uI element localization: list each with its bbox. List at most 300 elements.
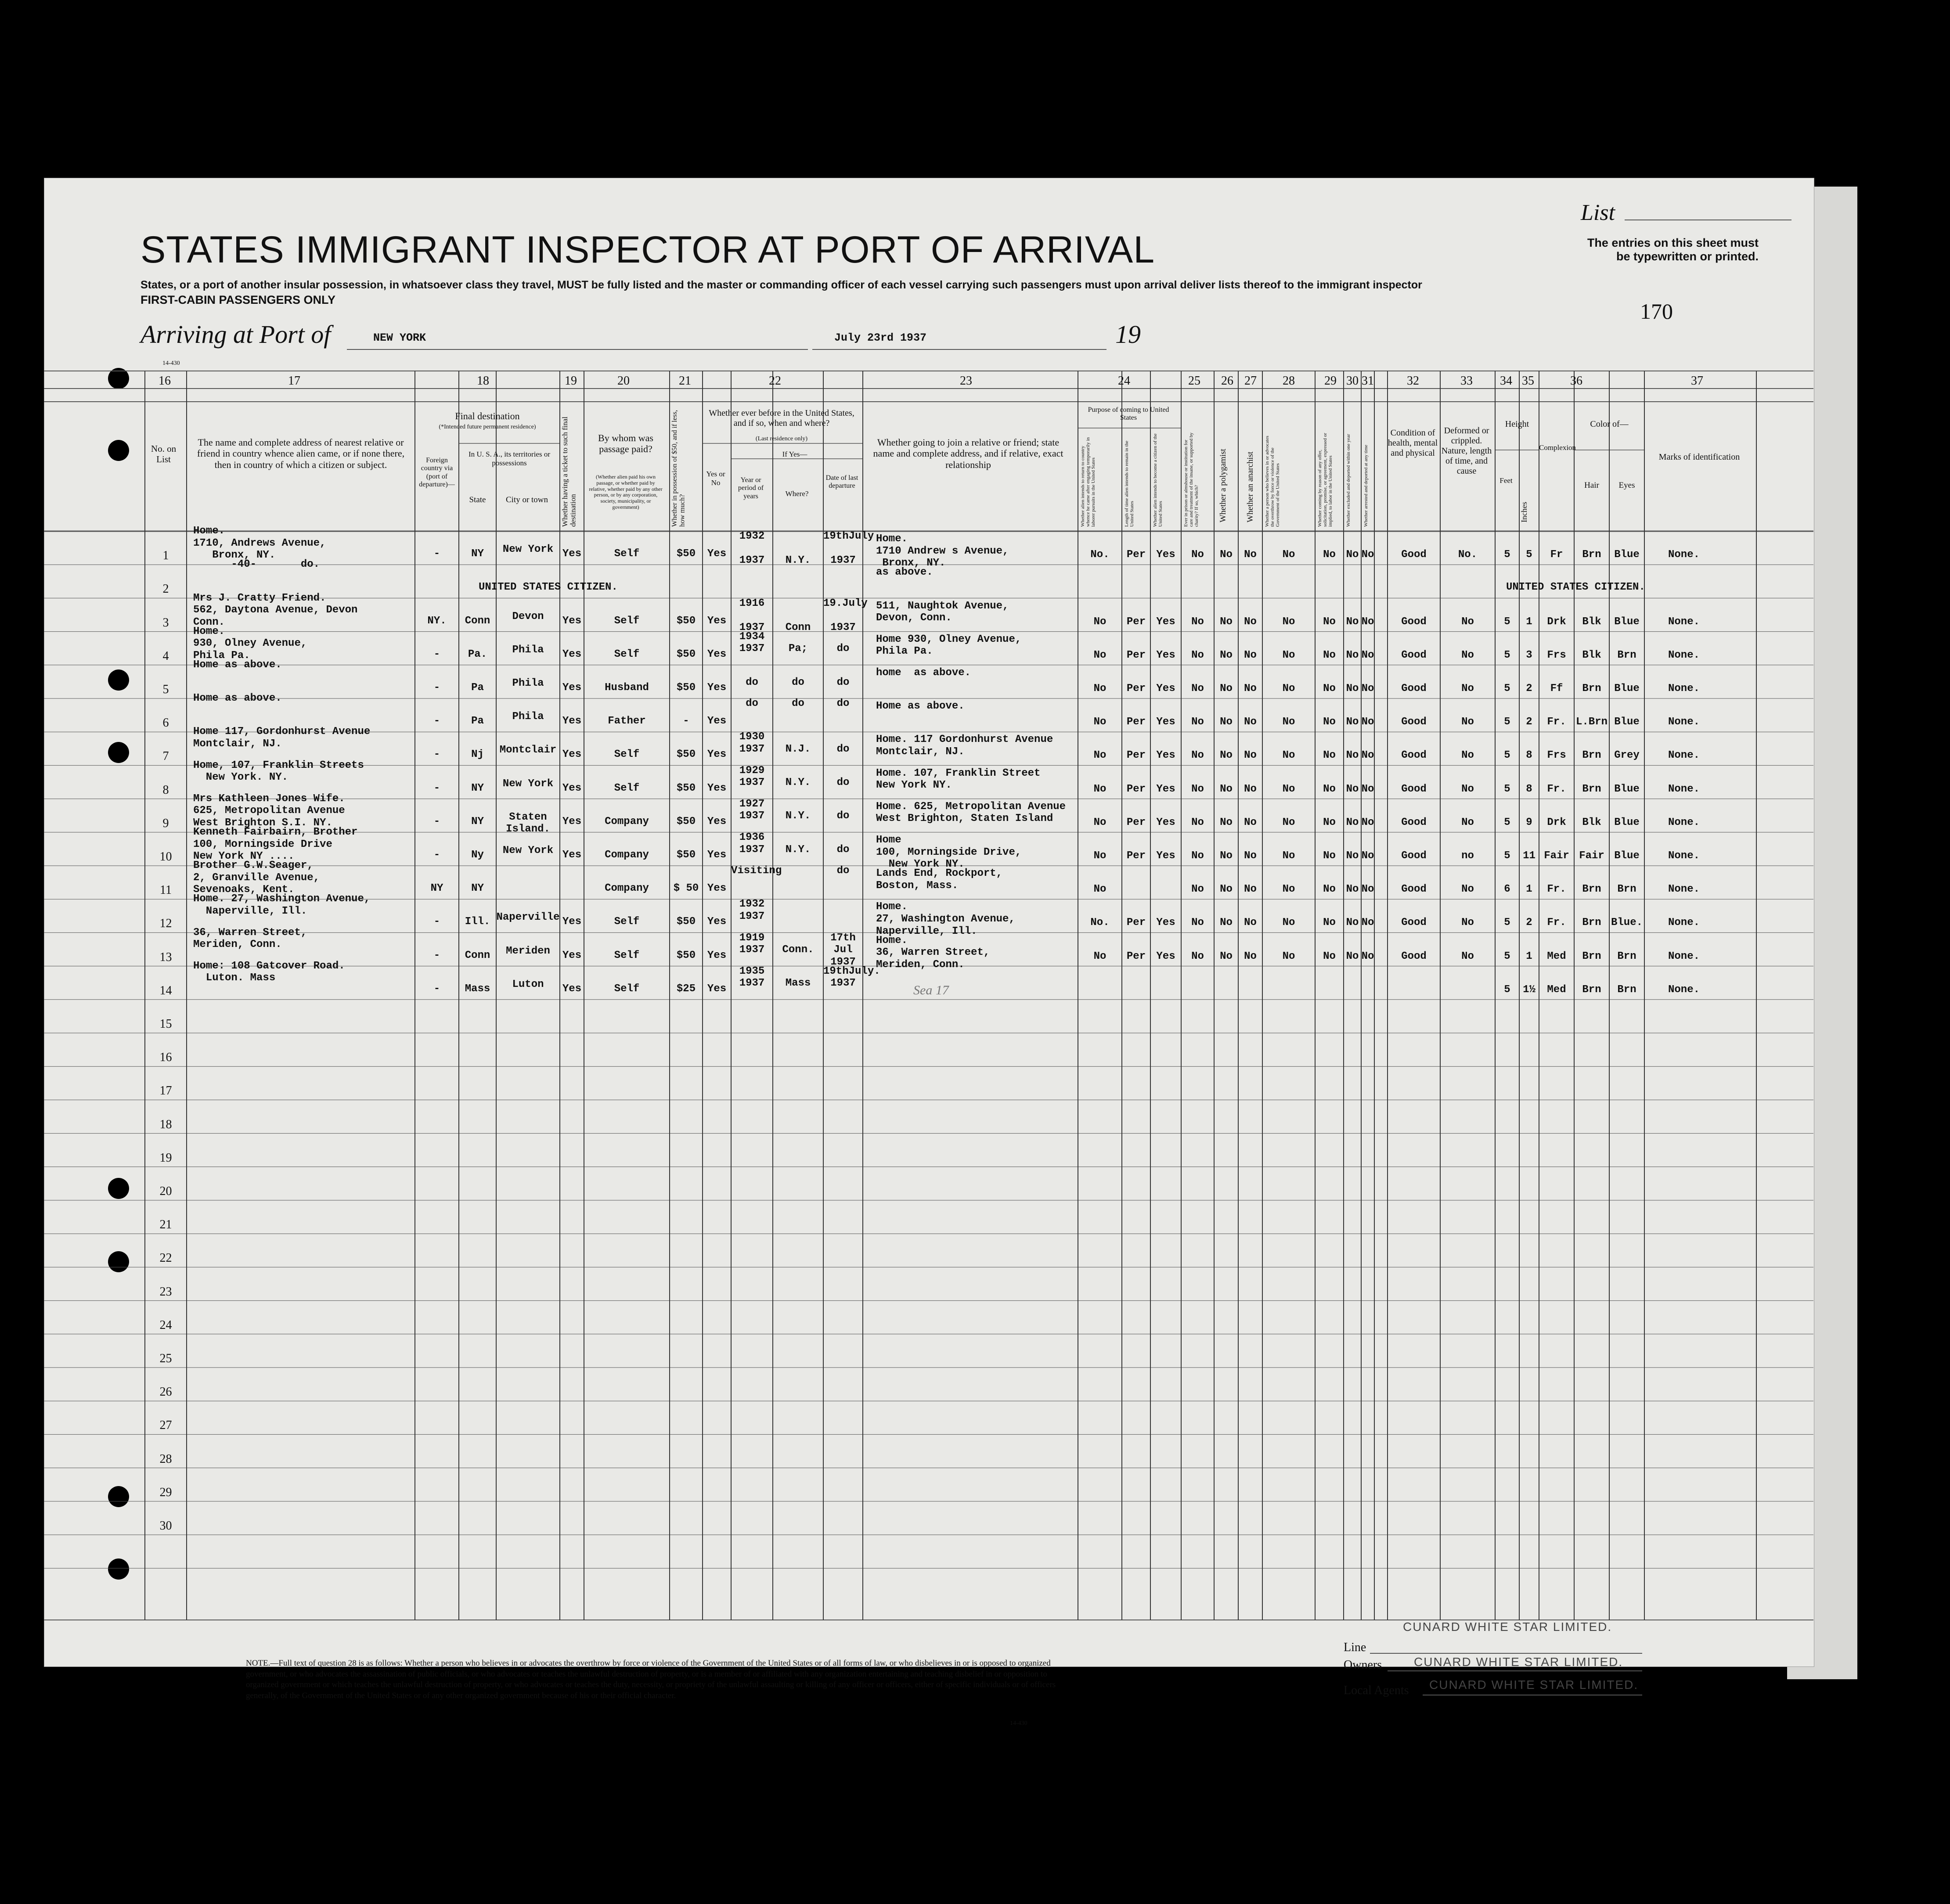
eyes-cell: Brn: [1617, 649, 1636, 661]
question-28-cell: No: [1282, 883, 1295, 896]
hair-cell: Brn: [1582, 950, 1601, 962]
header-passage-paid: By whom was passage paid?: [598, 432, 653, 455]
eyes-cell: Grey: [1614, 749, 1640, 762]
nearest-relative-cell: 36, Warren Street, Meriden, Conn.: [193, 926, 307, 951]
page-number: 170: [1640, 299, 1673, 324]
anarchist-cell: No: [1244, 716, 1257, 728]
hair-cell: Brn: [1582, 683, 1601, 695]
prison-cell: No: [1191, 716, 1204, 728]
feet-cell: 5: [1504, 615, 1510, 628]
ticket-cell: Yes: [562, 815, 582, 828]
owners-label: Owners: [1344, 1658, 1382, 1672]
deported-cell: No: [1361, 883, 1374, 896]
purpose-citizen-cell: Yes: [1156, 649, 1175, 661]
purpose-length-cell: Per: [1126, 549, 1146, 561]
prison-cell: No: [1191, 615, 1204, 628]
been-before-cell: Yes: [707, 815, 727, 828]
nearest-relative-cell: -40- do.: [193, 558, 320, 571]
eyes-cell: Blue: [1614, 850, 1640, 862]
feet-cell: 5: [1504, 716, 1510, 728]
marks-cell: None.: [1668, 883, 1700, 896]
year-cell: Visiting: [731, 865, 782, 877]
passage-paid-cell: Self: [614, 749, 640, 761]
purpose-length-cell: Per: [1126, 683, 1146, 695]
row-number: 28: [159, 1452, 172, 1466]
hair-cell: Fair: [1579, 850, 1604, 862]
nearest-relative-cell: Home: 108 Gatcover Road. Luton. Mass: [193, 960, 345, 984]
prison-cell: No: [1191, 883, 1204, 896]
eyes-cell: Blue: [1614, 816, 1640, 828]
vertical-header: Ever in prison or almshouse or institution for care and treatment of the insane, or supported by charity? If so, which?: [1183, 432, 1200, 527]
polygamist-cell: No: [1220, 816, 1233, 828]
question-28-cell: No: [1282, 549, 1295, 561]
vertical-header: Whether alien intends to become a citizen of the United States: [1153, 433, 1164, 527]
been-before-cell: Yes: [707, 983, 727, 995]
arrival-date: July 23rd 1937: [834, 331, 927, 344]
city-cell: New York: [502, 543, 554, 556]
excluded-cell: No: [1346, 816, 1359, 828]
deformed-cell: No: [1461, 683, 1474, 695]
inches-cell: 11: [1523, 850, 1535, 862]
health-cell: Good: [1401, 883, 1427, 896]
money-cell: $25: [676, 983, 696, 995]
year-cell: do: [746, 698, 758, 710]
complexion-cell: Fr.: [1547, 716, 1566, 728]
state-cell: Pa: [471, 682, 484, 694]
money-cell: $ 50: [673, 882, 699, 895]
purpose-citizen-cell: Yes: [1156, 615, 1175, 628]
row-number: 9: [162, 816, 169, 830]
header-yes-no: Yes or No: [706, 470, 725, 487]
anarchist-cell: No: [1244, 917, 1257, 929]
eyes-cell: Brn: [1617, 983, 1636, 996]
foreign-country-cell: -: [433, 648, 440, 660]
header-final-destination-note: (*Intended future permanent residence): [439, 424, 536, 430]
marks-cell: None.: [1668, 983, 1700, 996]
polygamist-cell: No: [1220, 649, 1233, 661]
nearest-relative-cell: Mrs J. Cratty Friend. 562, Daytona Avenue, Devon Conn.: [193, 592, 358, 628]
money-cell: $50: [676, 916, 696, 928]
money-cell: $50: [676, 815, 696, 828]
header-hair: Hair: [1584, 481, 1599, 490]
year-cell: 1935 1937: [739, 965, 765, 990]
purpose-return-cell: No: [1093, 783, 1107, 795]
eyes-cell: Blue: [1614, 683, 1640, 695]
citizen-note: UNITED STATES CITIZEN.: [1506, 581, 1645, 594]
header-polygamist: Whether a polygamist: [1218, 449, 1228, 522]
purpose-citizen-cell: Yes: [1156, 549, 1175, 561]
nearest-relative-cell: Brother G.W.Seager, 2, Granville Avenue, Sevenoaks, Kent.: [193, 860, 320, 896]
foreign-country-cell: -: [433, 815, 440, 828]
feet-cell: 5: [1504, 549, 1510, 561]
purpose-length-cell: Per: [1126, 850, 1146, 862]
nearest-relative-cell: Home, 107, Franklin Streets New York. NY.: [193, 759, 364, 784]
purpose-citizen-cell: Yes: [1156, 850, 1175, 862]
year-cell: 1936 1937: [739, 831, 765, 856]
prison-cell: No: [1191, 649, 1204, 661]
been-before-cell: Yes: [707, 949, 727, 961]
column-number: 17: [288, 374, 300, 388]
header-state: State: [469, 495, 486, 504]
eyes-cell: Blue.: [1611, 917, 1643, 929]
column-number: 23: [960, 374, 972, 388]
state-cell: NY: [471, 782, 484, 794]
foreign-country-cell: -: [433, 548, 440, 560]
column-number: 29: [1324, 374, 1337, 388]
ticket-cell: Yes: [562, 749, 582, 761]
column-number: 24: [1118, 374, 1130, 388]
health-cell: Good: [1401, 649, 1427, 661]
nearest-relative-cell: Home as above.: [193, 659, 282, 671]
question-28-cell: No: [1282, 950, 1295, 962]
where-cell: N.Y.: [785, 843, 811, 856]
deformed-cell: No: [1461, 749, 1474, 762]
purpose-return-cell: No.: [1090, 917, 1110, 929]
prison-cell: No: [1191, 917, 1204, 929]
eyes-cell: Brn: [1617, 883, 1636, 896]
where-cell: N.Y.: [785, 554, 811, 567]
row-number: 29: [159, 1485, 172, 1499]
nearest-relative-cell: Home. 27, Washington Avenue, Naperville, Ill.: [193, 893, 371, 917]
footnote-question-28: NOTE.—Full text of question 28 is as follows: Whether a person who believes in or advocates the overthrow by force or violence of the Government of the United States or of all forms of law, or who disbelieves in or is opposed to organized government, or who advocates the assassination of public officials, or who advocates or teaches the unlawful destruction of property, or is a member of or affiliated with any organization entertaining and teaching disbelief in or opposition to organized government or which teaches the unlawful destruction of property, or who advocates or teaches the duty, necessity, or propriety of the unlawful assaulting or killing of any officer or officers, either of specific individuals or of officers generally, of the Government of the United States or of any other organized government because of his or their official character.: [246, 1659, 1056, 1701]
deported-cell: No: [1361, 950, 1374, 962]
departure-date-cell: 17th Jul 1937: [830, 932, 856, 968]
city-cell: Phila: [512, 677, 544, 689]
health-cell: Good: [1401, 816, 1427, 828]
anarchist-cell: No: [1244, 749, 1257, 762]
header-foreign-country: Foreign country via (port of departure)—: [419, 457, 455, 489]
departure-date-cell: do: [836, 643, 850, 655]
year-cell: 1929 1937: [739, 764, 765, 789]
been-before-cell: Yes: [707, 648, 727, 660]
health-cell: Good: [1401, 850, 1427, 862]
year-cell: 1930 1937: [739, 731, 765, 755]
column-number: 36: [1570, 374, 1582, 388]
labor-offer-cell: No: [1323, 816, 1336, 828]
ticket-cell: Yes: [562, 949, 582, 961]
column-number: 16: [159, 374, 171, 388]
column-number: 22: [769, 374, 781, 388]
purpose-return-cell: No: [1093, 716, 1107, 728]
form-code: 14-430: [162, 360, 180, 367]
eyes-cell: Blue: [1614, 716, 1640, 728]
deported-cell: No: [1361, 850, 1374, 862]
deformed-cell: no: [1461, 850, 1474, 862]
year-cell: do: [746, 676, 758, 688]
where-cell: N.J.: [785, 743, 811, 755]
inches-cell: 1: [1526, 950, 1532, 962]
labor-offer-cell: No: [1323, 615, 1336, 628]
passage-paid-cell: Self: [614, 648, 640, 660]
header-color-of: Color of—: [1590, 419, 1629, 429]
passage-paid-cell: Husband: [605, 682, 649, 694]
row-number: 19: [159, 1151, 172, 1165]
row-number: 2: [162, 582, 169, 596]
row-number: 17: [159, 1084, 172, 1098]
join-relative-cell: Home 100, Morningside Drive, New York NY.: [876, 834, 1022, 871]
header-inches: Inches: [1520, 502, 1528, 522]
deported-cell: No: [1361, 783, 1374, 795]
purpose-return-cell: No: [1093, 850, 1107, 862]
complexion-cell: Fair: [1544, 850, 1569, 862]
marks-cell: None.: [1668, 615, 1700, 628]
row-number: 13: [159, 950, 172, 964]
question-28-cell: No: [1282, 783, 1295, 795]
header-year-period: Year or period of years: [738, 476, 764, 500]
join-relative-cell: Home. 107, Franklin Street New York NY.: [876, 767, 1041, 792]
row-number: 18: [159, 1117, 172, 1131]
city-cell: Staten Island.: [506, 811, 550, 835]
header-nearest-relative: The name and complete address of nearest relative or friend in country whence alien came, or if none there, then in country of which a citizen or subject.: [197, 437, 405, 470]
been-before-cell: Yes: [707, 749, 727, 761]
foreign-country-cell: -: [433, 849, 440, 861]
join-relative-cell: 511, Naughtok Avenue, Devon, Conn.: [876, 600, 1009, 624]
excluded-cell: No: [1346, 850, 1359, 862]
header-city: City or town: [505, 495, 548, 504]
purpose-citizen-cell: Yes: [1156, 749, 1175, 762]
row-number: 25: [159, 1352, 172, 1365]
complexion-cell: Med: [1547, 983, 1566, 996]
feet-cell: 5: [1504, 783, 1510, 795]
where-cell: Conn.: [782, 944, 814, 956]
marks-cell: None.: [1668, 783, 1700, 795]
purpose-citizen-cell: Yes: [1156, 950, 1175, 962]
ticket-cell: Yes: [562, 849, 582, 861]
health-cell: Good: [1401, 950, 1427, 962]
row-number: 26: [159, 1385, 172, 1399]
marks-cell: None.: [1668, 649, 1700, 661]
column-number: 32: [1407, 374, 1419, 388]
column-number: 35: [1522, 374, 1534, 388]
join-relative-cell: Home as above.: [876, 700, 965, 713]
marks-cell: None.: [1668, 850, 1700, 862]
departure-date-cell: do: [836, 698, 850, 710]
handwritten-note: Sea 17: [913, 983, 949, 997]
health-cell: Good: [1401, 549, 1427, 561]
foreign-country-cell: -: [433, 949, 440, 961]
citizen-note: UNITED STATES CITIZEN.: [479, 581, 618, 594]
question-28-cell: No: [1282, 850, 1295, 862]
row-number: 4: [162, 649, 169, 663]
header-no-on-list: No. on List: [151, 443, 177, 465]
state-cell: Conn: [465, 949, 490, 961]
eyes-cell: Blue: [1614, 783, 1640, 795]
question-28-cell: No: [1282, 615, 1295, 628]
purpose-citizen-cell: Yes: [1156, 683, 1175, 695]
question-28-cell: No: [1282, 716, 1295, 728]
polygamist-cell: No: [1220, 749, 1233, 762]
where-cell: Pa;: [788, 643, 808, 655]
eyes-cell: Brn: [1617, 950, 1636, 962]
ticket-cell: Yes: [562, 983, 582, 995]
been-before-cell: Yes: [707, 682, 727, 694]
inches-cell: 1: [1526, 615, 1532, 628]
inches-cell: 5: [1526, 549, 1532, 561]
owners-rule: [1388, 1670, 1642, 1671]
excluded-cell: No: [1346, 716, 1359, 728]
inches-cell: 2: [1526, 716, 1532, 728]
complexion-cell: Fr: [1550, 549, 1563, 561]
passage-paid-cell: Father: [608, 715, 646, 727]
hair-cell: Brn: [1582, 783, 1601, 795]
been-before-cell: Yes: [707, 782, 727, 794]
labor-offer-cell: No: [1323, 950, 1336, 962]
header-eyes: Eyes: [1618, 481, 1635, 490]
deformed-cell: No.: [1458, 549, 1478, 561]
foreign-country-cell: -: [433, 749, 440, 761]
foreign-country-cell: -: [433, 715, 440, 727]
money-cell: $50: [676, 849, 696, 861]
state-cell: Mass: [465, 983, 490, 995]
purpose-return-cell: No: [1093, 649, 1107, 661]
list-label: List: [1581, 200, 1615, 225]
purpose-return-cell: No: [1093, 683, 1107, 695]
complexion-cell: Frs: [1547, 649, 1566, 661]
labor-offer-cell: No: [1323, 549, 1336, 561]
passage-paid-cell: Company: [605, 815, 649, 828]
anarchist-cell: No: [1244, 649, 1257, 661]
anarchist-cell: No: [1244, 950, 1257, 962]
header-complexion: Complexion: [1539, 443, 1576, 452]
column-number: 31: [1362, 374, 1374, 388]
purpose-citizen-cell: Yes: [1156, 816, 1175, 828]
deformed-cell: No: [1461, 816, 1474, 828]
anarchist-cell: No: [1244, 883, 1257, 896]
row-number: 3: [162, 615, 169, 630]
purpose-length-cell: Per: [1126, 783, 1146, 795]
complexion-cell: Fr.: [1547, 783, 1566, 795]
state-cell: NY: [471, 815, 484, 828]
eyes-cell: Blue: [1614, 615, 1640, 628]
nearest-relative-cell: Home. 1710, Andrews Avenue, Bronx, NY.: [193, 525, 326, 561]
marks-cell: None.: [1668, 816, 1700, 828]
labor-offer-cell: No: [1323, 783, 1336, 795]
excluded-cell: No: [1346, 683, 1359, 695]
ticket-cell: Yes: [562, 916, 582, 928]
money-cell: $50: [676, 548, 696, 560]
departure-date-cell: 19thJuly. 1937: [823, 965, 880, 990]
departure-date-cell: do: [836, 743, 850, 755]
join-relative-cell: as above.: [876, 566, 933, 579]
prison-cell: No: [1191, 816, 1204, 828]
year-cell: 1932 1937: [739, 530, 765, 567]
feet-cell: 5: [1504, 649, 1510, 661]
departure-date-cell: do: [836, 777, 850, 789]
polygamist-cell: No: [1220, 783, 1233, 795]
labor-offer-cell: No: [1323, 749, 1336, 762]
state-cell: Nj: [471, 749, 484, 761]
money-cell: $50: [676, 749, 696, 761]
where-cell: Conn: [785, 621, 811, 633]
purpose-citizen-cell: Yes: [1156, 917, 1175, 929]
purpose-length-cell: Per: [1126, 950, 1146, 962]
deformed-cell: No: [1461, 649, 1474, 661]
vertical-header: Whether a person who believes in or advocates the overthrow by force or violence of the Government of the United States: [1265, 436, 1281, 527]
purpose-citizen-cell: Yes: [1156, 783, 1175, 795]
header-height: Height: [1505, 419, 1529, 429]
join-relative-cell: Home. 1710 Andrew s Avenue, Bronx, NY.: [876, 533, 1009, 569]
row-number: 14: [159, 983, 172, 997]
deformed-cell: No: [1461, 783, 1474, 795]
vertical-header: Whether alien intends to return to country whence he came after engaging temporarily in laborer pursuits in the United States: [1080, 437, 1096, 527]
money-cell: -: [683, 715, 689, 727]
excluded-cell: No: [1346, 883, 1359, 896]
row-number: 5: [162, 683, 169, 696]
feet-cell: 5: [1504, 950, 1510, 962]
money-cell: $50: [676, 648, 696, 660]
where-cell: N.Y.: [785, 777, 811, 789]
ticket-cell: Yes: [562, 648, 582, 660]
hair-cell: Brn: [1582, 983, 1601, 996]
purpose-return-cell: No: [1093, 615, 1107, 628]
passage-paid-cell: Company: [605, 849, 649, 861]
been-before-cell: Yes: [707, 615, 727, 627]
row-number: 15: [159, 1017, 172, 1031]
deported-cell: No: [1361, 549, 1374, 561]
purpose-length-cell: Per: [1126, 917, 1146, 929]
ticket-cell: Yes: [562, 682, 582, 694]
purpose-length-cell: Per: [1126, 649, 1146, 661]
inches-cell: 8: [1526, 783, 1532, 795]
complexion-cell: Fr.: [1547, 917, 1566, 929]
port-value: NEW YORK: [373, 331, 426, 344]
purpose-length-cell: Per: [1126, 816, 1146, 828]
row-number: 30: [159, 1519, 172, 1533]
purpose-return-cell: No: [1093, 950, 1107, 962]
complexion-cell: Frs: [1547, 749, 1566, 762]
city-cell: Phila: [512, 711, 544, 723]
header-where: Where?: [785, 489, 809, 498]
header-if-yes: If Yes—: [782, 450, 807, 458]
inches-cell: 2: [1526, 683, 1532, 695]
anarchist-cell: No: [1244, 549, 1257, 561]
state-cell: Ny: [471, 849, 484, 861]
departure-date-cell: 19.July 1937: [823, 597, 868, 633]
excluded-cell: No: [1346, 549, 1359, 561]
been-before-cell: Yes: [707, 916, 727, 928]
typed-note-line1: The entries on this sheet must: [1587, 236, 1759, 249]
departure-date-cell: 19thJuly 1937: [823, 530, 874, 567]
column-number: 33: [1460, 374, 1473, 388]
purpose-return-cell: No.: [1090, 549, 1110, 561]
owners-stamp: CUNARD WHITE STAR LIMITED.: [1414, 1655, 1623, 1669]
health-cell: Good: [1401, 615, 1427, 628]
health-cell: Good: [1401, 749, 1427, 762]
agents-label: Local Agents: [1344, 1684, 1409, 1697]
vertical-header: Length of time alien intends to remain in the United States: [1124, 440, 1135, 527]
row-number: 6: [162, 716, 169, 730]
complexion-cell: Med: [1547, 950, 1566, 962]
departure-date-cell: do: [836, 676, 850, 688]
column-number: 28: [1283, 374, 1295, 388]
complexion-cell: Drk: [1547, 615, 1566, 628]
marks-cell: None.: [1668, 917, 1700, 929]
state-cell: Conn: [465, 615, 490, 627]
labor-offer-cell: No: [1323, 649, 1336, 661]
hair-cell: Brn: [1582, 883, 1601, 896]
excluded-cell: No: [1346, 615, 1359, 628]
marks-cell: None.: [1668, 549, 1700, 561]
vertical-header: Whether arrested and deported at any time: [1363, 445, 1369, 527]
arriving-label: Arriving at Port of: [141, 320, 331, 349]
year-cell: 1927 1937: [739, 798, 765, 822]
state-cell: Pa: [471, 715, 484, 727]
line-stamp: CUNARD WHITE STAR LIMITED.: [1403, 1620, 1612, 1634]
column-number: 25: [1188, 374, 1200, 388]
departure-date-cell: do: [836, 843, 850, 856]
join-relative-cell: Home. 117 Gordonhurst Avenue Montclair, NJ.: [876, 734, 1053, 758]
state-cell: Pa.: [468, 648, 487, 660]
